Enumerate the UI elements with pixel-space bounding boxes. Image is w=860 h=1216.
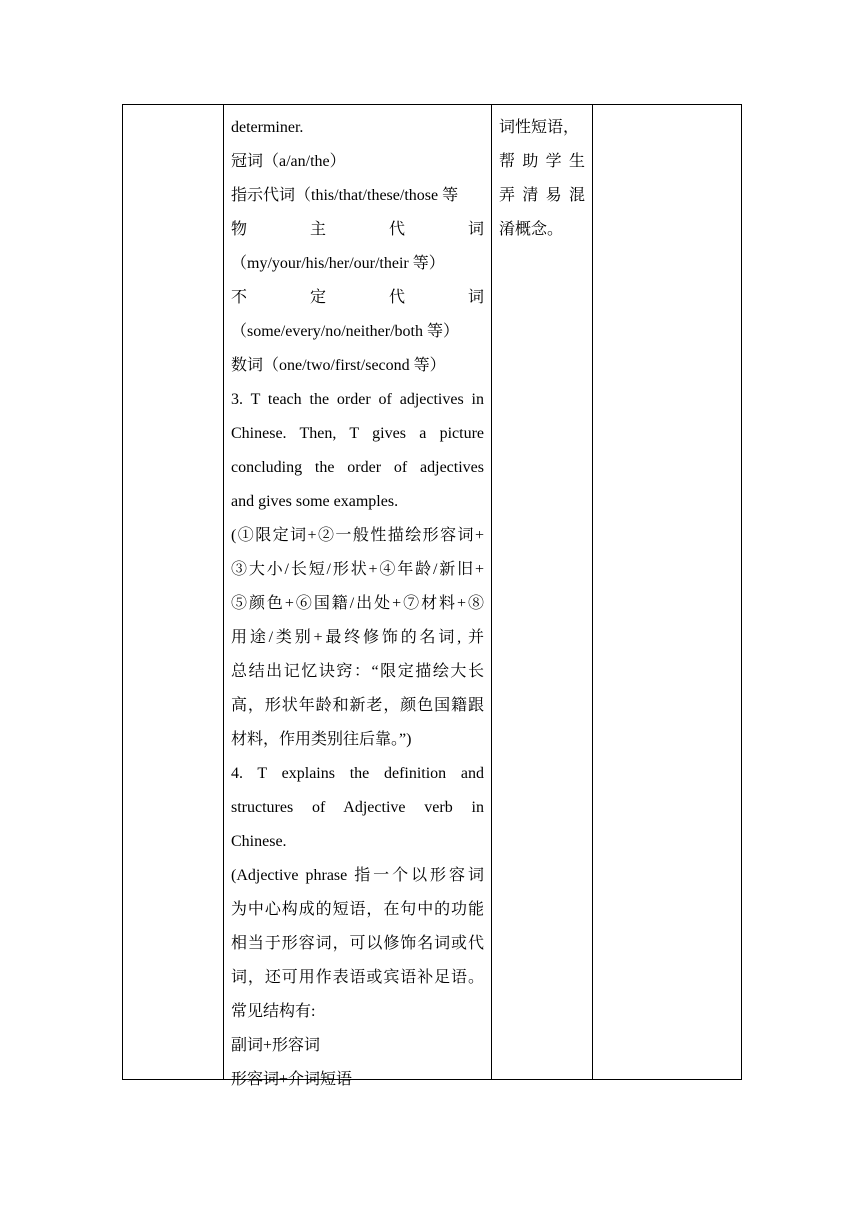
table-row bbox=[123, 105, 742, 1080]
text-line: 不 定 代 词 bbox=[231, 289, 484, 306]
text-line: Chinese. bbox=[231, 833, 287, 850]
text-line: 淆概念。 bbox=[499, 221, 564, 238]
lesson-plan-table bbox=[122, 104, 742, 1088]
table-cell-notes bbox=[593, 105, 742, 1080]
text-line: 总结出记忆诀窍：“限定描绘大长 bbox=[231, 663, 484, 680]
text-line: 副词+形容词 bbox=[231, 1037, 321, 1054]
text-line: 弄 清 易 混 bbox=[499, 187, 585, 204]
text-line: 帮 助 学 生 bbox=[499, 153, 585, 170]
table-cell-stage bbox=[123, 105, 224, 1080]
text-line: 相当于形容词，可以修饰名词或代 bbox=[231, 935, 484, 952]
table-cell-teaching-activities bbox=[224, 105, 492, 1088]
text-line: 材料，作用类别往后靠。”) bbox=[231, 731, 412, 748]
table-cell-design-intent bbox=[492, 105, 593, 1080]
text-line: (Adjective phrase 指一个以形容词 bbox=[231, 867, 484, 884]
text-line: 用途/类别+最终修饰的名词, 并 bbox=[231, 629, 484, 646]
text-line: 物 主 代 词 bbox=[231, 221, 484, 238]
text-line: determiner. bbox=[231, 119, 304, 136]
text-line: structures of Adjective verb in bbox=[231, 799, 484, 816]
text-line: （my/your/his/her/our/their 等） bbox=[231, 255, 445, 272]
text-line: 常见结构有: bbox=[231, 1003, 316, 1020]
text-line: 冠词（a/an/the） bbox=[231, 153, 346, 170]
text-line: 指示代词（this/that/these/those 等 bbox=[231, 187, 459, 204]
text-line: 为中心构成的短语，在句中的功能 bbox=[231, 901, 484, 918]
text-line: Chinese. Then, T gives a picture bbox=[231, 425, 484, 442]
text-line: concluding the order of adjectives bbox=[231, 459, 484, 476]
text-line: (①限定词+②一般性描绘形容词+ bbox=[231, 527, 484, 544]
text-line: ③大小/长短/形状+④年龄/新旧+ bbox=[231, 561, 484, 578]
text-line: 词性短语， bbox=[499, 119, 580, 136]
text-line: 3. T teach the order of adjectives in bbox=[231, 391, 484, 408]
text-line: and gives some examples. bbox=[231, 493, 399, 510]
text-line: 形容词+介词短语 bbox=[231, 1071, 353, 1088]
text-line: （some/every/no/neither/both 等） bbox=[231, 323, 459, 340]
text-line: 数词（one/two/first/second 等） bbox=[231, 357, 446, 374]
text-line: 高，形状年龄和新老，颜色国籍跟 bbox=[231, 697, 484, 714]
text-line: 词，还可用作表语或宾语补足语。 bbox=[231, 969, 484, 986]
text-line: 4. T explains the definition and bbox=[231, 765, 484, 782]
text-line: ⑤颜色+⑥国籍/出处+⑦材料+⑧ bbox=[231, 595, 484, 612]
